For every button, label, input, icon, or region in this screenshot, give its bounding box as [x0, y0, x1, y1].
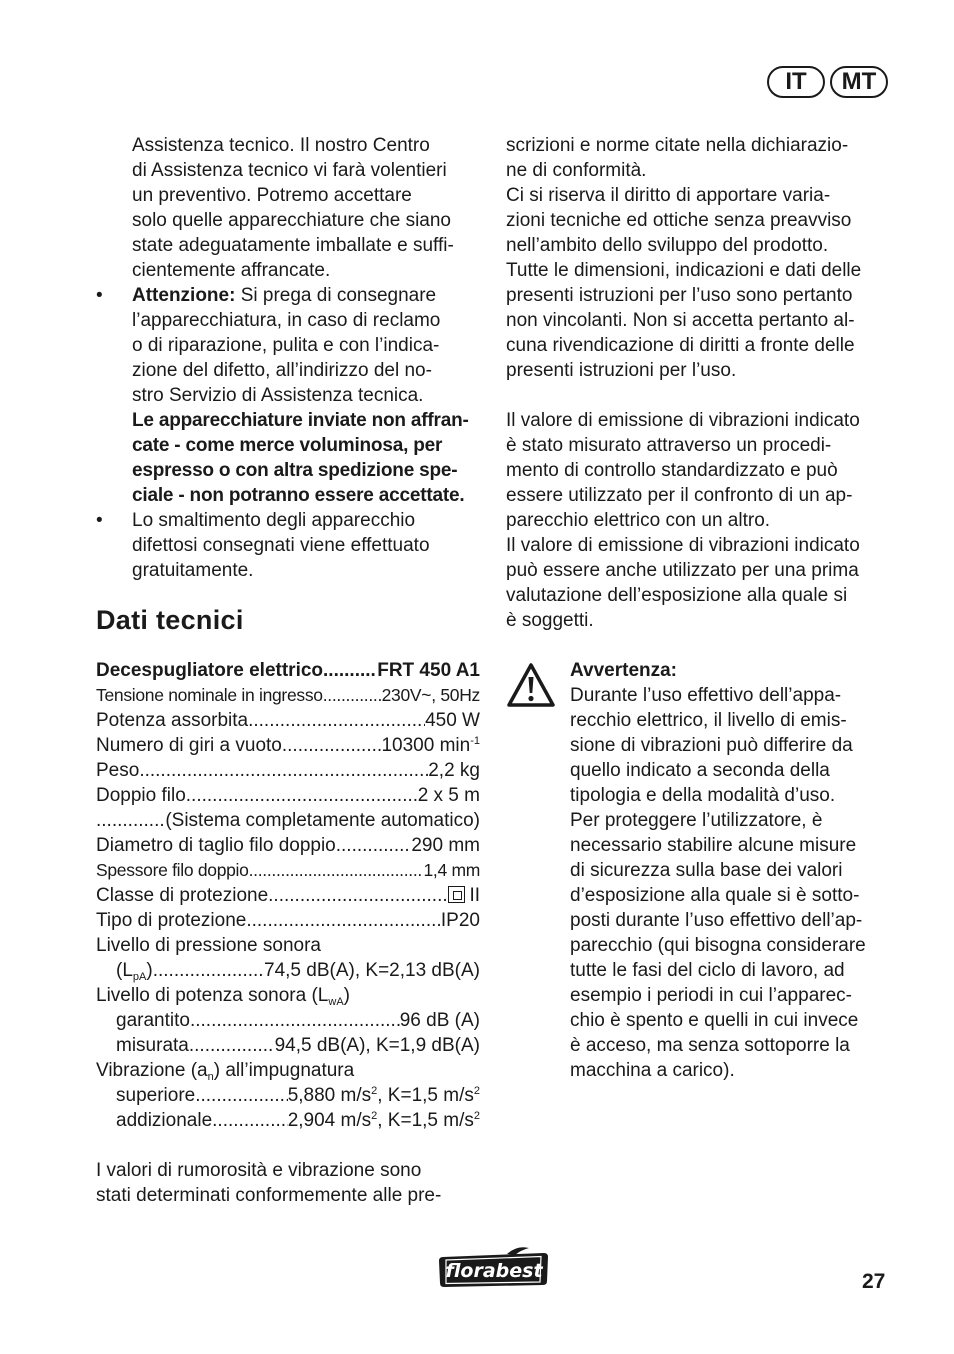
text-line: parecchio elettrico con un altro. [506, 510, 771, 531]
text-line: ne di conformità. [506, 160, 647, 181]
spec-label: Peso [96, 760, 140, 781]
spec-measured [96, 1033, 480, 1058]
spec-leader [282, 733, 382, 758]
text-line: cuna rivendicazione di diritti a fronte delle [506, 335, 855, 356]
left-column [96, 133, 480, 1208]
text-span: Livello di potenza sonora (L [96, 985, 329, 1006]
spec-leader [249, 858, 424, 883]
text-line: tutte le fasi del ciclo di lavoro, ad [570, 960, 845, 981]
spec-value: 2,2 kg [428, 760, 480, 781]
spec-guaranteed [96, 1008, 480, 1033]
text-line: d’esposizione alla quale si è sotto- [570, 885, 860, 906]
spec-vibration-additional [96, 1108, 480, 1133]
spec-table [96, 658, 480, 1133]
spec-power [96, 708, 480, 733]
spec-value: (Sistema completamente automatico) [165, 810, 480, 831]
spec-vibration-upper [96, 1083, 480, 1108]
text-line-bold: ciale - non potranno essere accettate. [132, 485, 465, 506]
spec-value: 94,5 dB(A), K=1,9 dB(A) [274, 1035, 480, 1056]
logo-text: florabest [445, 1260, 543, 1282]
text-line: recchio elettrico, il livello di emis- [570, 710, 847, 731]
spec-label: Spessore filo doppio [96, 860, 249, 880]
superscript: 2 [371, 1085, 378, 1097]
text-line: Per proteggere l’utilizzatore, è [570, 810, 823, 831]
spec-sound-pressure [96, 933, 480, 958]
text-line: è acceso, ma senza sottoporre la [570, 1035, 850, 1056]
spec-leader [153, 958, 264, 983]
section-title: Dati tecnici [96, 605, 244, 635]
attention-label: Attenzione: [132, 285, 236, 306]
double-insulation-icon [448, 886, 465, 903]
spec-label: Livello di pressione sonora [96, 935, 321, 956]
text-line [132, 283, 480, 308]
vibration-info-paragraph [506, 408, 890, 633]
warning-title: Avvertenza: [570, 660, 678, 681]
text-line: quello indicato a seconda della [570, 760, 830, 781]
warning-triangle-icon [506, 662, 556, 708]
spec-vibration [96, 1058, 480, 1083]
spec-value: FRT 450 A1 [377, 660, 480, 681]
spec-voltage [96, 683, 480, 708]
lang-badge-it: IT [767, 66, 825, 98]
text-line: state adeguatamente imballate e suffi- [132, 235, 454, 256]
spec-label: Tipo di protezione [96, 910, 247, 931]
text-span: , K=1,5 m/s [377, 1085, 474, 1106]
text-line: scrizioni e norme citate nella dichiarazio- [506, 135, 849, 156]
text-line: gratuitamente. [132, 560, 254, 581]
spec-value [288, 1083, 480, 1108]
spec-leader [336, 833, 412, 858]
spec-cut-diameter [96, 833, 480, 858]
spec-label: misurata [116, 1035, 189, 1056]
spec-value [448, 883, 480, 908]
spec-value: 2 x 5 m [417, 785, 480, 806]
text-line: può essere anche utilizzato per una prima [506, 560, 859, 581]
text-line: di Assistenza tecnico vi farà volentieri [132, 160, 447, 181]
spec-label [96, 983, 350, 1008]
bullet-marker: • [96, 285, 103, 306]
spec-auto-system [96, 808, 480, 833]
superscript: -1 [470, 735, 480, 747]
right-column [506, 133, 890, 1083]
text-line: Durante l’uso effettivo dell’appa- [570, 685, 842, 706]
spec-leader [190, 1008, 400, 1033]
spec-leader [246, 908, 441, 933]
bullet-attention [96, 283, 480, 508]
text-line: è stato misurato attraverso un procedi- [506, 435, 832, 456]
spec-label: superiore [116, 1085, 196, 1106]
text-line: nell’ambito dello sviluppo del prodotto. [506, 235, 829, 256]
spec-label: Decespugliatore elettrico [96, 660, 324, 681]
text-line: sione di vibrazioni può differire da [570, 735, 853, 756]
text-line-bold: cate - come merce voluminosa, per [132, 435, 443, 456]
spec-label: Diametro di taglio filo doppio [96, 835, 336, 856]
spacer [96, 1133, 480, 1158]
text-line: è soggetti. [506, 610, 594, 631]
closing-paragraph [96, 1158, 480, 1208]
text-line: necessario stabilire alcune misure [570, 835, 857, 856]
text-line: Ci si riserva il diritto di apportare varia- [506, 185, 831, 206]
spec-line-thickness [96, 858, 480, 883]
spec-label [116, 958, 153, 983]
spec-leader [248, 708, 425, 733]
text-line: solo quelle apparecchiature che siano [132, 210, 451, 231]
spec-value: 450 W [425, 710, 480, 731]
text-span: ) [343, 985, 350, 1006]
text-line: Assistenza tecnico. Il nostro Centro [132, 135, 430, 156]
text-span: 2,904 m/s [287, 1110, 372, 1131]
text-line-bold: espresso o con altra spedizione spe- [132, 460, 458, 481]
text-span: ) all’impugnatura [213, 1060, 355, 1081]
spec-sound-power [96, 983, 480, 1008]
text-span: Si prega di consegnare [235, 285, 437, 306]
text-span: Vibrazione (a [96, 1060, 208, 1081]
text-line: l’apparecchiatura, in caso di reclamo [132, 310, 441, 331]
spacer [506, 383, 890, 408]
text-line: o di riparazione, pulita e con l’indica- [132, 335, 440, 356]
spec-value: 230V~, 50Hz [381, 685, 480, 705]
spec-label: addizionale [116, 1110, 213, 1131]
text-line: parecchio (qui bisogna considerare [570, 935, 866, 956]
spec-leader [323, 658, 377, 683]
spec-leader [195, 1083, 287, 1108]
superscript: 2 [371, 1110, 378, 1122]
spec-leader [96, 808, 165, 833]
spec-value: 96 dB (A) [399, 1010, 480, 1031]
text-line: Il valore di emissione di vibrazioni indicato [506, 410, 860, 431]
text-line: zione del difetto, all’indirizzo del no- [132, 360, 432, 381]
florabest-logo [437, 1245, 550, 1289]
text-line: di sicurezza sulla base dei valori [570, 860, 843, 881]
spec-dual-line [96, 783, 480, 808]
spec-weight [96, 758, 480, 783]
spec-value: 1,4 mm [423, 860, 480, 880]
text-span: (L [116, 960, 133, 981]
text-line: difettosi consegnati viene effettuato [132, 535, 430, 556]
text-line: zioni tecniche ed ottiche senza preavviso [506, 210, 852, 231]
text-line: un preventivo. Potremo accettare [132, 185, 412, 206]
text-line: presenti istruzioni per l’uso. [506, 360, 737, 381]
text-line: Tutte le dimensioni, indicazioni e dati delle [506, 260, 862, 281]
spec-label: Tensione nominale in ingresso [96, 685, 323, 705]
text-line: mento di controllo standardizzato e può [506, 460, 838, 481]
spec-label: Doppio filo [96, 785, 186, 806]
spec-leader [268, 883, 448, 908]
text-line: tipologia e della modalità d’uso. [570, 785, 836, 806]
text-span: , K=1,5 m/s [377, 1110, 474, 1131]
spec-speed [96, 733, 480, 758]
conformity-paragraph [506, 133, 890, 383]
spec-leader [212, 1108, 288, 1133]
warning-text [506, 658, 890, 1083]
spec-value: IP20 [440, 910, 480, 931]
superscript: 2 [473, 1085, 480, 1097]
text-line: posti durante l’uso effettivo dell’ap- [570, 910, 863, 931]
bullet-disposal [96, 508, 480, 583]
text-line: Il valore di emissione di vibrazioni indicato [506, 535, 860, 556]
text-span: 10300 min [381, 735, 471, 756]
spec-leader [139, 758, 428, 783]
text-span: 5,880 m/s [287, 1085, 372, 1106]
spec-product [96, 658, 480, 683]
spec-protection-class [96, 883, 480, 908]
text-line: esempio i periodi in cui l’apparec- [570, 985, 852, 1006]
spec-label: Classe di protezione [96, 885, 269, 906]
text-line: valutazione dell’esposizione alla quale si [506, 585, 848, 606]
subscript: n [207, 1071, 214, 1083]
spec-label: garantito [116, 1010, 190, 1031]
lang-badge-mt: MT [830, 66, 888, 98]
text-line: I valori di rumorosità e vibrazione sono [96, 1160, 422, 1181]
spec-leader [189, 1033, 275, 1058]
text-line-bold: Le apparecchiature inviate non affran- [132, 410, 469, 431]
text-line: stati determinati conformemente alle pre- [96, 1185, 442, 1206]
text-span: II [469, 885, 480, 906]
spec-protection-type [96, 908, 480, 933]
spec-value [381, 733, 480, 758]
text-line: macchina a carico). [570, 1060, 735, 1081]
subscript: wA [328, 996, 344, 1008]
spec-label: Potenza assorbita [96, 710, 249, 731]
text-line: non vincolanti. Non si accetta pertanto al- [506, 310, 855, 331]
text-line: chio è spento e quelli in cui invece [570, 1010, 859, 1031]
spec-label [96, 1058, 354, 1083]
spec-value [288, 1108, 480, 1133]
page-number: 27 [862, 1270, 886, 1293]
subscript: pA [132, 971, 147, 983]
spec-lpa [96, 958, 480, 983]
text-line: Lo smaltimento degli apparecchio [132, 510, 416, 531]
text-line: presenti istruzioni per l’uso sono pertanto [506, 285, 853, 306]
spec-leader [186, 783, 418, 808]
text-line: essere utilizzato per il confronto di un ap- [506, 485, 853, 506]
text-line: stro Servizio di Assistenza tecnica. [132, 385, 424, 406]
spec-leader [323, 683, 382, 708]
text-span: ) [146, 960, 153, 981]
spec-label: Numero di giri a vuoto [96, 735, 282, 756]
text-line: cientemente affrancate. [132, 260, 331, 281]
spec-value: 74,5 dB(A), K=2,13 dB(A) [264, 960, 480, 981]
spec-value: 290 mm [411, 835, 480, 856]
service-intro-paragraph [96, 133, 480, 283]
superscript: 2 [473, 1110, 480, 1122]
bullet-marker: • [96, 510, 103, 531]
warning-block [506, 658, 890, 1083]
